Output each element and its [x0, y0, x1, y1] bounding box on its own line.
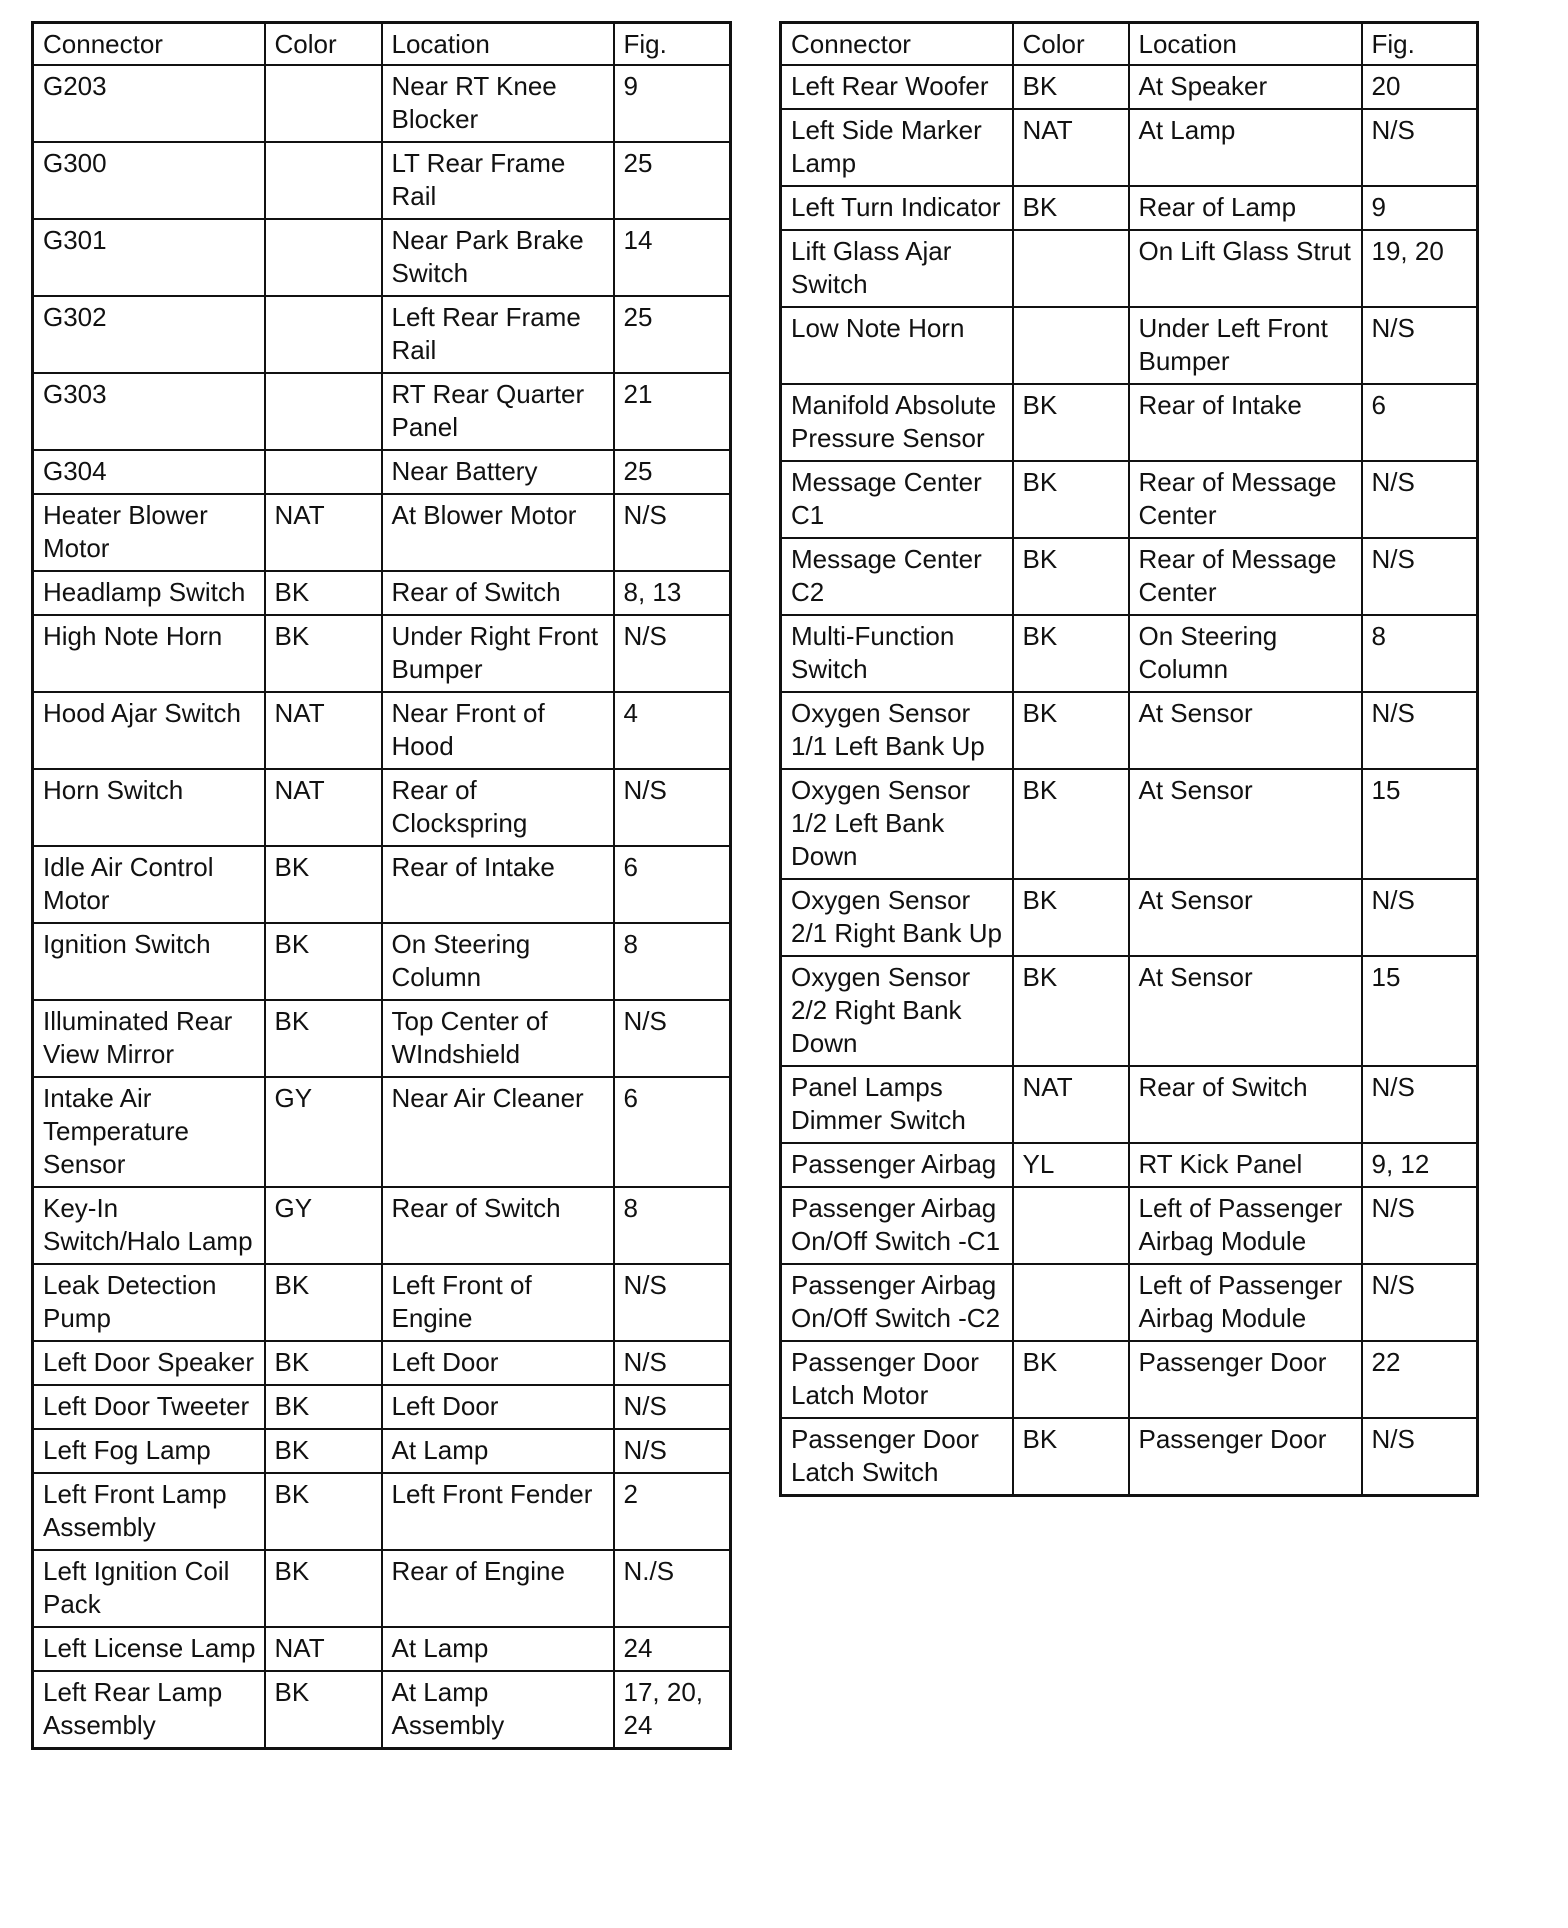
cell-color: BK: [1013, 956, 1129, 1066]
header-connector: Connector: [781, 23, 1013, 66]
cell-location: Rear of Intake: [382, 846, 614, 923]
cell-connector: Oxygen Sensor 1/1 Left Bank Up: [781, 692, 1013, 769]
cell-location: Left Door: [382, 1341, 614, 1385]
cell-fig: N/S: [1362, 1066, 1478, 1143]
cell-fig: 9: [614, 65, 731, 142]
cell-color: BK: [1013, 461, 1129, 538]
table-row: [781, 1187, 1478, 1264]
table-row: [33, 296, 731, 373]
cell-fig: 25: [614, 142, 731, 219]
table-row: [33, 494, 731, 571]
cell-connector: G300: [33, 142, 265, 219]
cell-fig: N/S: [614, 1429, 731, 1473]
cell-fig: 6: [614, 846, 731, 923]
cell-location: On Lift Glass Strut: [1129, 230, 1362, 307]
cell-location: Rear of Message Center: [1129, 461, 1362, 538]
cell-color: [265, 219, 382, 296]
cell-fig: N./S: [614, 1550, 731, 1627]
table-row: [33, 65, 731, 142]
cell-color: [265, 296, 382, 373]
cell-color: BK: [1013, 384, 1129, 461]
table-row: [33, 1187, 731, 1264]
table-row: [33, 769, 731, 846]
cell-color: BK: [1013, 65, 1129, 109]
cell-color: BK: [265, 571, 382, 615]
cell-connector: Left Front Lamp Assembly: [33, 1473, 265, 1550]
cell-fig: 25: [614, 450, 731, 494]
cell-connector: Oxygen Sensor 2/1 Right Bank Up: [781, 879, 1013, 956]
cell-fig: N/S: [1362, 1264, 1478, 1341]
cell-location: Rear of Intake: [1129, 384, 1362, 461]
cell-fig: N/S: [614, 494, 731, 571]
table-row: [781, 538, 1478, 615]
cell-location: Near Front of Hood: [382, 692, 614, 769]
table-row: [33, 1473, 731, 1550]
cell-color: BK: [265, 1385, 382, 1429]
cell-location: At Sensor: [1129, 769, 1362, 879]
cell-fig: 17, 20, 24: [614, 1671, 731, 1749]
cell-color: BK: [265, 1473, 382, 1550]
cell-location: Near RT Knee Blocker: [382, 65, 614, 142]
cell-fig: 9: [1362, 186, 1478, 230]
cell-location: Rear of Switch: [1129, 1066, 1362, 1143]
cell-color: BK: [265, 1671, 382, 1749]
cell-fig: 22: [1362, 1341, 1478, 1418]
cell-fig: N/S: [1362, 461, 1478, 538]
table-row: [33, 1264, 731, 1341]
cell-fig: 4: [614, 692, 731, 769]
cell-connector: Left License Lamp: [33, 1627, 265, 1671]
cell-location: On Steering Column: [1129, 615, 1362, 692]
cell-color: NAT: [1013, 109, 1129, 186]
table-row: [781, 1341, 1478, 1418]
cell-connector: Left Rear Woofer: [781, 65, 1013, 109]
cell-connector: High Note Horn: [33, 615, 265, 692]
cell-color: BK: [1013, 769, 1129, 879]
cell-location: Rear of Switch: [382, 571, 614, 615]
cell-connector: Left Side Marker Lamp: [781, 109, 1013, 186]
cell-fig: 8, 13: [614, 571, 731, 615]
cell-color: [265, 65, 382, 142]
cell-location: Rear of Lamp: [1129, 186, 1362, 230]
cell-location: Rear of Switch: [382, 1187, 614, 1264]
cell-fig: 6: [614, 1077, 731, 1187]
cell-color: NAT: [265, 692, 382, 769]
table-row: [33, 615, 731, 692]
table-row: [781, 230, 1478, 307]
table-row: [781, 1264, 1478, 1341]
cell-location: Rear of Engine: [382, 1550, 614, 1627]
cell-color: [265, 142, 382, 219]
table-row: [33, 219, 731, 296]
cell-location: Near Park Brake Switch: [382, 219, 614, 296]
header-fig: Fig.: [1362, 23, 1478, 66]
cell-color: BK: [265, 1264, 382, 1341]
cell-fig: 21: [614, 373, 731, 450]
table-row: [781, 1143, 1478, 1187]
cell-fig: 24: [614, 1627, 731, 1671]
cell-location: At Sensor: [1129, 956, 1362, 1066]
cell-color: BK: [1013, 692, 1129, 769]
cell-fig: 25: [614, 296, 731, 373]
cell-connector: Left Ignition Coil Pack: [33, 1550, 265, 1627]
cell-location: Under Left Front Bumper: [1129, 307, 1362, 384]
table-row: [33, 1627, 731, 1671]
cell-location: At Lamp: [1129, 109, 1362, 186]
cell-connector: Passenger Airbag: [781, 1143, 1013, 1187]
cell-fig: 20: [1362, 65, 1478, 109]
table-row: [33, 692, 731, 769]
cell-color: BK: [265, 923, 382, 1000]
cell-location: At Sensor: [1129, 692, 1362, 769]
cell-connector: Lift Glass Ajar Switch: [781, 230, 1013, 307]
cell-color: BK: [1013, 538, 1129, 615]
cell-connector: Multi-Function Switch: [781, 615, 1013, 692]
table-row: [33, 1429, 731, 1473]
cell-fig: N/S: [1362, 1187, 1478, 1264]
cell-connector: Passenger Door Latch Motor: [781, 1341, 1013, 1418]
cell-connector: Left Door Speaker: [33, 1341, 265, 1385]
cell-location: RT Rear Quarter Panel: [382, 373, 614, 450]
cell-location: Left Door: [382, 1385, 614, 1429]
table-row: [781, 307, 1478, 384]
cell-fig: N/S: [1362, 1418, 1478, 1496]
cell-connector: Left Fog Lamp: [33, 1429, 265, 1473]
cell-fig: N/S: [614, 1264, 731, 1341]
cell-connector: Intake Air Temperature Sensor: [33, 1077, 265, 1187]
connector-table-right: [779, 21, 1479, 1497]
cell-connector: G304: [33, 450, 265, 494]
cell-color: GY: [265, 1187, 382, 1264]
cell-connector: Leak Detection Pump: [33, 1264, 265, 1341]
cell-location: Left Rear Frame Rail: [382, 296, 614, 373]
cell-color: BK: [1013, 615, 1129, 692]
cell-connector: Low Note Horn: [781, 307, 1013, 384]
cell-location: Top Center of WIndshield: [382, 1000, 614, 1077]
cell-color: NAT: [265, 1627, 382, 1671]
cell-fig: N/S: [614, 769, 731, 846]
header-location: Location: [382, 23, 614, 66]
cell-color: [1013, 307, 1129, 384]
table-row: [781, 956, 1478, 1066]
table-row: [781, 1066, 1478, 1143]
cell-color: BK: [1013, 879, 1129, 956]
cell-location: At Speaker: [1129, 65, 1362, 109]
cell-location: Near Air Cleaner: [382, 1077, 614, 1187]
cell-color: BK: [265, 1550, 382, 1627]
table-row: [33, 1341, 731, 1385]
cell-location: Under Right Front Bumper: [382, 615, 614, 692]
cell-color: BK: [265, 846, 382, 923]
table-row: [33, 846, 731, 923]
cell-fig: 8: [614, 1187, 731, 1264]
cell-connector: Message Center C2: [781, 538, 1013, 615]
cell-connector: Panel Lamps Dimmer Switch: [781, 1066, 1013, 1143]
cell-color: YL: [1013, 1143, 1129, 1187]
cell-fig: N/S: [1362, 307, 1478, 384]
table-row: [781, 65, 1478, 109]
cell-fig: N/S: [1362, 538, 1478, 615]
cell-color: GY: [265, 1077, 382, 1187]
cell-fig: 6: [1362, 384, 1478, 461]
cell-color: [1013, 1264, 1129, 1341]
table-row: [33, 373, 731, 450]
cell-location: Rear of Message Center: [1129, 538, 1362, 615]
cell-connector: Key-In Switch/Halo Lamp: [33, 1187, 265, 1264]
cell-color: BK: [265, 1000, 382, 1077]
cell-fig: 9, 12: [1362, 1143, 1478, 1187]
cell-connector: G203: [33, 65, 265, 142]
cell-location: At Blower Motor: [382, 494, 614, 571]
cell-fig: N/S: [614, 1385, 731, 1429]
cell-color: NAT: [1013, 1066, 1129, 1143]
cell-location: Left Front Fender: [382, 1473, 614, 1550]
header-location: Location: [1129, 23, 1362, 66]
cell-connector: Headlamp Switch: [33, 571, 265, 615]
cell-location: RT Kick Panel: [1129, 1143, 1362, 1187]
cell-color: [1013, 1187, 1129, 1264]
cell-color: NAT: [265, 769, 382, 846]
cell-fig: 8: [614, 923, 731, 1000]
cell-connector: G302: [33, 296, 265, 373]
cell-location: At Sensor: [1129, 879, 1362, 956]
table-row: [33, 1671, 731, 1749]
header-row: [781, 23, 1478, 66]
header-color: Color: [265, 23, 382, 66]
cell-location: Rear of Clockspring: [382, 769, 614, 846]
cell-connector: Passenger Door Latch Switch: [781, 1418, 1013, 1496]
table-row: [781, 769, 1478, 879]
cell-location: At Lamp: [382, 1429, 614, 1473]
cell-fig: N/S: [1362, 879, 1478, 956]
cell-connector: Manifold Absolute Pressure Sensor: [781, 384, 1013, 461]
cell-location: Near Battery: [382, 450, 614, 494]
table-row: [33, 1000, 731, 1077]
cell-color: BK: [265, 1341, 382, 1385]
cell-connector: Idle Air Control Motor: [33, 846, 265, 923]
table-row: [33, 142, 731, 219]
cell-location: LT Rear Frame Rail: [382, 142, 614, 219]
cell-color: NAT: [265, 494, 382, 571]
cell-color: BK: [265, 1429, 382, 1473]
cell-color: [265, 450, 382, 494]
cell-location: Passenger Door: [1129, 1418, 1362, 1496]
cell-fig: N/S: [1362, 109, 1478, 186]
cell-connector: Left Turn Indicator: [781, 186, 1013, 230]
cell-connector: G303: [33, 373, 265, 450]
table-row: [781, 109, 1478, 186]
cell-location: Left of Passenger Airbag Module: [1129, 1264, 1362, 1341]
table-row: [781, 692, 1478, 769]
cell-color: BK: [1013, 1418, 1129, 1496]
cell-connector: Passenger Airbag On/Off Switch -C1: [781, 1187, 1013, 1264]
cell-connector: Oxygen Sensor 1/2 Left Bank Down: [781, 769, 1013, 879]
table-row: [33, 1550, 731, 1627]
cell-location: On Steering Column: [382, 923, 614, 1000]
header-color: Color: [1013, 23, 1129, 66]
cell-connector: Hood Ajar Switch: [33, 692, 265, 769]
cell-fig: N/S: [614, 1341, 731, 1385]
table-row: [33, 571, 731, 615]
cell-connector: Passenger Airbag On/Off Switch -C2: [781, 1264, 1013, 1341]
table-row: [781, 615, 1478, 692]
header-fig: Fig.: [614, 23, 731, 66]
cell-connector: Heater Blower Motor: [33, 494, 265, 571]
cell-location: Left Front of Engine: [382, 1264, 614, 1341]
table-row: [781, 1418, 1478, 1496]
table-row: [33, 450, 731, 494]
cell-color: [265, 373, 382, 450]
cell-connector: Illuminated Rear View Mirror: [33, 1000, 265, 1077]
header-row: [33, 23, 731, 66]
table-row: [33, 1077, 731, 1187]
cell-connector: Oxygen Sensor 2/2 Right Bank Down: [781, 956, 1013, 1066]
cell-connector: Message Center C1: [781, 461, 1013, 538]
cell-location: Left of Passenger Airbag Module: [1129, 1187, 1362, 1264]
cell-color: BK: [1013, 186, 1129, 230]
cell-location: Passenger Door: [1129, 1341, 1362, 1418]
cell-color: [1013, 230, 1129, 307]
cell-fig: N/S: [614, 615, 731, 692]
cell-connector: Left Rear Lamp Assembly: [33, 1671, 265, 1749]
table-row: [781, 461, 1478, 538]
cell-fig: 15: [1362, 956, 1478, 1066]
cell-color: BK: [1013, 1341, 1129, 1418]
cell-fig: 19, 20: [1362, 230, 1478, 307]
table-row: [33, 1385, 731, 1429]
cell-connector: G301: [33, 219, 265, 296]
cell-color: BK: [265, 615, 382, 692]
header-connector: Connector: [33, 23, 265, 66]
cell-location: At Lamp: [382, 1627, 614, 1671]
cell-location: At Lamp Assembly: [382, 1671, 614, 1749]
cell-fig: 2: [614, 1473, 731, 1550]
cell-connector: Left Door Tweeter: [33, 1385, 265, 1429]
cell-fig: 15: [1362, 769, 1478, 879]
table-row: [33, 923, 731, 1000]
cell-fig: 8: [1362, 615, 1478, 692]
table-row: [781, 186, 1478, 230]
cell-connector: Ignition Switch: [33, 923, 265, 1000]
connector-table-left: [31, 21, 732, 1750]
cell-connector: Horn Switch: [33, 769, 265, 846]
cell-fig: 14: [614, 219, 731, 296]
table-row: [781, 384, 1478, 461]
table-row: [781, 879, 1478, 956]
cell-fig: N/S: [1362, 692, 1478, 769]
cell-fig: N/S: [614, 1000, 731, 1077]
